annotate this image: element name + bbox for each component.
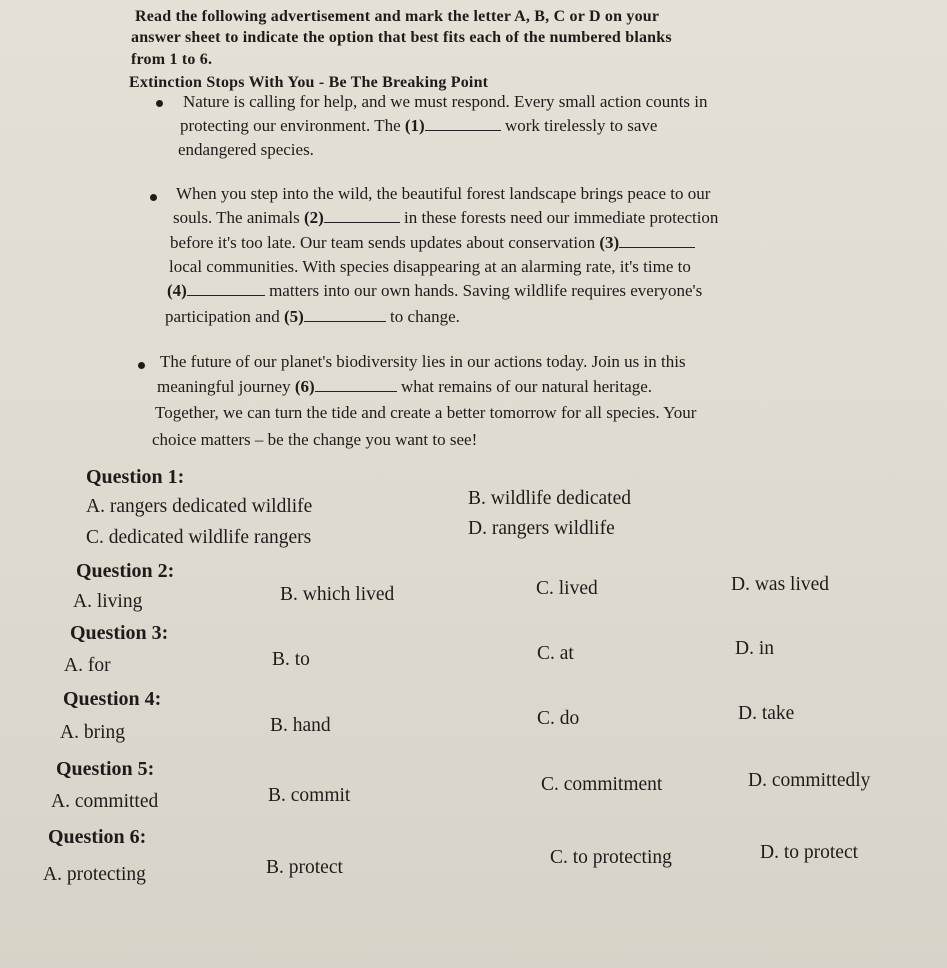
p2-line-3: before it's too late. Our team sends updates about conservation (3) <box>170 231 695 254</box>
blank-1 <box>425 117 501 131</box>
blank-number-6: (6) <box>294 377 315 396</box>
blank-number-4: (4) <box>167 281 187 300</box>
bullet-icon <box>150 194 157 201</box>
question-3-option-b[interactable]: B. to <box>272 649 310 670</box>
instructions-line-1: Read the following advertisement and mark the letter A, B, C or D on your <box>135 8 660 25</box>
p1-line-2: protecting our environment. The (1) work tirelessly to save <box>180 116 658 135</box>
blank-4 <box>187 282 265 296</box>
bullet-icon <box>156 100 163 107</box>
question-6-option-d[interactable]: D. to protect <box>760 842 859 863</box>
question-5-option-b[interactable]: B. commit <box>268 785 351 806</box>
p3-line-2: meaningful journey (6) what remains of our natural heritage. <box>157 377 653 396</box>
question-6-option-c[interactable]: C. to protecting <box>550 847 672 868</box>
blank-number-3: (3) <box>599 233 620 252</box>
blank-6 <box>315 378 397 392</box>
blank-3 <box>619 234 695 248</box>
question-1-option-a[interactable]: A. rangers dedicated wildlife <box>86 496 313 517</box>
question-4-label: Question 4: <box>63 688 162 710</box>
instructions-line-3: from 1 to 6. <box>131 51 213 68</box>
question-3-label: Question 3: <box>70 622 169 644</box>
p2-line-1: When you step into the wild, the beautiful forest landscape brings peace to our <box>176 184 711 203</box>
blank-number-2: (2) <box>303 208 324 227</box>
blank-number-1: (1) <box>404 116 425 135</box>
question-3-option-c[interactable]: C. at <box>537 643 574 664</box>
question-5-option-d[interactable]: D. committedly <box>748 770 871 791</box>
p1-line-3: endangered species. <box>178 140 314 159</box>
question-1-option-c[interactable]: C. dedicated wildlife rangers <box>86 527 312 548</box>
advertisement-title: Extinction Stops With You - Be The Breaking Point <box>129 74 489 91</box>
p2-line-6: participation and (5) to change. <box>165 307 460 326</box>
question-5-option-a[interactable]: A. committed <box>51 791 159 812</box>
question-6-option-a[interactable]: A. protecting <box>43 864 146 885</box>
blank-number-5: (5) <box>283 307 304 326</box>
p2-line-2: souls. The animals (2) in these forests need our immediate protection <box>173 208 719 227</box>
blank-5 <box>304 308 386 322</box>
question-1-option-d[interactable]: D. rangers wildlife <box>468 518 615 539</box>
blank-2 <box>324 209 400 223</box>
question-4-option-c[interactable]: C. do <box>537 708 580 729</box>
question-2-option-d[interactable]: D. was lived <box>731 574 830 595</box>
instructions-line-2: answer sheet to indicate the option that best fits each of the numbered blanks <box>131 29 672 46</box>
p2-line-4: local communities. With species disappearing at an alarming rate, it's time to <box>169 257 691 276</box>
question-3-option-d[interactable]: D. in <box>735 638 774 659</box>
question-2-option-b[interactable]: B. which lived <box>280 584 395 605</box>
p3-line-3: Together, we can turn the tide and create a better tomorrow for all species. Your <box>155 403 697 422</box>
question-1-option-b[interactable]: B. wildlife dedicated <box>468 488 631 509</box>
question-4-option-a[interactable]: A. bring <box>60 722 125 743</box>
question-2-option-c[interactable]: C. lived <box>536 578 598 599</box>
p1-line-1: Nature is calling for help, and we must respond. Every small action counts in <box>183 92 708 111</box>
p3-line-4: choice matters – be the change you want to see! <box>152 430 478 449</box>
bullet-icon <box>138 362 145 369</box>
question-4-option-b[interactable]: B. hand <box>270 715 331 736</box>
question-3-option-a[interactable]: A. for <box>64 655 111 676</box>
question-6-label: Question 6: <box>48 826 147 848</box>
question-6-option-b[interactable]: B. protect <box>266 857 343 878</box>
p2-line-5: (4) matters into our own hands. Saving wildlife requires everyone's <box>167 281 703 300</box>
question-1-label: Question 1: <box>86 466 185 488</box>
question-2-label: Question 2: <box>76 560 175 582</box>
question-2-option-a[interactable]: A. living <box>73 591 143 612</box>
question-4-option-d[interactable]: D. take <box>738 703 795 724</box>
p3-line-1: The future of our planet's biodiversity lies in our actions today. Join us in this <box>160 352 686 371</box>
question-5-option-c[interactable]: C. commitment <box>541 774 663 795</box>
question-5-label: Question 5: <box>56 758 155 780</box>
